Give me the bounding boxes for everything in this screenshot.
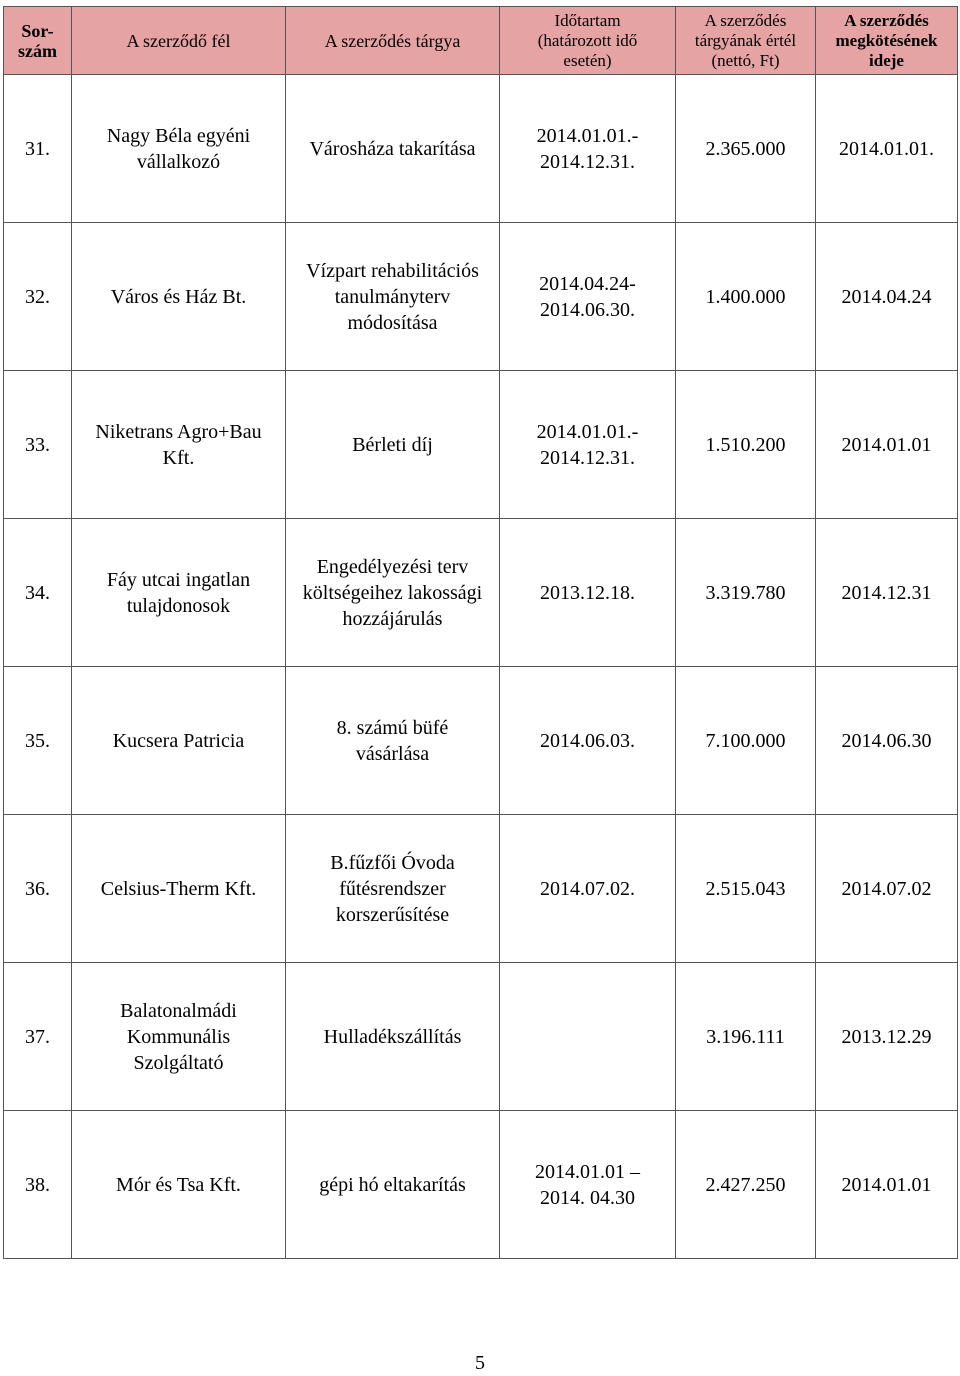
contract-party: [72, 519, 286, 667]
header-sorszam: [4, 7, 72, 75]
contract-period-line: 2014.01.01.-: [536, 124, 639, 147]
row-number: 38.: [4, 1111, 72, 1259]
contract-date: 2014.01.01.: [816, 75, 958, 223]
page-number: 5: [475, 1352, 485, 1374]
table-row: [4, 963, 958, 1111]
contract-value: 3.319.780: [676, 519, 816, 667]
contract-party-line: Niketrans Agro+Bau: [95, 420, 262, 443]
contract-party: [72, 815, 286, 963]
contract-subject: [286, 667, 500, 815]
contract-party-line: vállalkozó: [136, 150, 221, 173]
contract-subject-line: tanulmányterv: [334, 285, 451, 308]
header-row: [4, 7, 958, 75]
contract-party: [72, 667, 286, 815]
contract-period-line: 2014.12.31.: [540, 150, 635, 173]
table-row: [4, 519, 958, 667]
contract-date: 2014.04.24: [816, 223, 958, 371]
contract-subject-line: Bérleti díj: [352, 433, 433, 456]
header-duration-line2: (határozott idő: [537, 30, 638, 50]
contract-date: 2014.07.02: [816, 815, 958, 963]
header-value-line2: tárgyának értél: [694, 30, 797, 50]
contract-subject-line: Vízpart rehabilitációs: [306, 259, 479, 282]
header-duration-line1: Időtartam: [554, 10, 621, 30]
header-date-line3: ideje: [869, 50, 904, 70]
contract-period-line: 2014.04.24-: [539, 272, 636, 295]
row-number: 32.: [4, 223, 72, 371]
contract-date: 2014.01.01: [816, 371, 958, 519]
contract-subject: [286, 815, 500, 963]
contract-period: [500, 667, 676, 815]
contract-subject-line: vásárlása: [355, 742, 430, 765]
contract-period-line: 2014.01.01.-: [536, 420, 639, 443]
contract-subject-line: Városháza takarítása: [309, 137, 476, 160]
contract-period-line: 2014.12.31.: [540, 446, 635, 469]
contract-party: [72, 223, 286, 371]
contract-period-line: 2014.06.30.: [540, 298, 635, 321]
contract-subject-line: 8. számú büfé: [336, 716, 449, 739]
contract-party-line: Kommunális: [126, 1025, 231, 1048]
contract-date: 2013.12.29: [816, 963, 958, 1111]
contract-subject-line: fűtésrendszer: [339, 877, 446, 900]
contract-date: 2014.12.31: [816, 519, 958, 667]
contract-period: [500, 371, 676, 519]
header-value: [676, 7, 816, 75]
contracts-table: [3, 6, 958, 1259]
table-row: [4, 371, 958, 519]
row-number: 35.: [4, 667, 72, 815]
contract-party-line: Nagy Béla egyéni: [106, 124, 251, 147]
contract-party-line: Fáy utcai ingatlan: [106, 568, 251, 591]
contract-party-line: Szolgáltató: [133, 1051, 224, 1074]
contract-subject: [286, 371, 500, 519]
contract-value: 7.100.000: [676, 667, 816, 815]
contract-value: 3.196.111: [676, 963, 816, 1111]
contract-subject: [286, 1111, 500, 1259]
header-duration: [500, 7, 676, 75]
contract-period-line: 2014.01.01 –: [535, 1160, 640, 1183]
contract-subject-line: költségeihez lakossági: [302, 581, 483, 604]
contract-party-line: Város és Ház Bt.: [110, 285, 247, 308]
contract-period-line: 2013.12.18.: [540, 581, 635, 604]
contract-value: 2.365.000: [676, 75, 816, 223]
contract-period: [500, 519, 676, 667]
contract-value: 1.510.200: [676, 371, 816, 519]
contract-subject-line: módosítása: [347, 311, 438, 334]
header-sorszam-line2: szám: [18, 40, 57, 61]
contract-subject: [286, 75, 500, 223]
header-date: [816, 7, 958, 75]
header-value-line3: (nettó, Ft): [711, 50, 780, 70]
row-number: 37.: [4, 963, 72, 1111]
row-number: 33.: [4, 371, 72, 519]
contract-subject-line: Engedélyezési terv: [316, 555, 469, 578]
contract-subject: [286, 223, 500, 371]
table-row: [4, 667, 958, 815]
header-date-line1: A szerződés: [844, 10, 929, 30]
contract-party-line: Mór és Tsa Kft.: [116, 1173, 241, 1196]
contract-subject-line: korszerűsítése: [335, 903, 450, 926]
contract-party-line: Kft.: [162, 446, 195, 469]
contract-period: [500, 1111, 676, 1259]
contract-subject: [286, 519, 500, 667]
table-row: [4, 1111, 958, 1259]
contract-date: 2014.01.01: [816, 1111, 958, 1259]
table-row: [4, 75, 958, 223]
contract-party-line: Kucsera Patricia: [112, 729, 245, 752]
table-row: [4, 815, 958, 963]
contract-party: [72, 963, 286, 1111]
contract-period-line: 2014.06.03.: [540, 729, 635, 752]
contract-period: [500, 963, 676, 1111]
contract-period-line: 2014.07.02.: [540, 877, 635, 900]
contract-party: [72, 75, 286, 223]
header-date-line2: megkötésének: [835, 30, 938, 50]
contract-subject: [286, 963, 500, 1111]
contract-subject-line: Hulladékszállítás: [323, 1025, 462, 1048]
contract-subject-line: B.fűzfői Óvoda: [330, 851, 455, 874]
header-value-line1: A szerződés: [704, 10, 787, 30]
contract-value: 1.400.000: [676, 223, 816, 371]
contract-party: [72, 371, 286, 519]
row-number: 34.: [4, 519, 72, 667]
header-duration-line3: esetén): [563, 50, 612, 70]
contract-period: [500, 815, 676, 963]
contract-subject-line: hozzájárulás: [342, 607, 443, 630]
contract-party-line: Balatonalmádi: [120, 999, 237, 1022]
contract-period-line: 2014. 04.30: [540, 1186, 635, 1209]
table-row: [4, 223, 958, 371]
contract-party-line: Celsius-Therm Kft.: [100, 877, 257, 900]
header-party: A szerződő fél: [72, 7, 286, 75]
header-subject: A szerződés tárgya: [286, 7, 500, 75]
contract-party: [72, 1111, 286, 1259]
header-sorszam-line1: Sor-: [21, 20, 54, 41]
contract-period: [500, 223, 676, 371]
row-number: 36.: [4, 815, 72, 963]
contract-value: 2.427.250: [676, 1111, 816, 1259]
contract-value: 2.515.043: [676, 815, 816, 963]
contract-subject-line: gépi hó eltakarítás: [319, 1173, 466, 1196]
row-number: 31.: [4, 75, 72, 223]
contract-period: [500, 75, 676, 223]
contract-date: 2014.06.30: [816, 667, 958, 815]
contract-party-line: tulajdonosok: [126, 594, 231, 617]
